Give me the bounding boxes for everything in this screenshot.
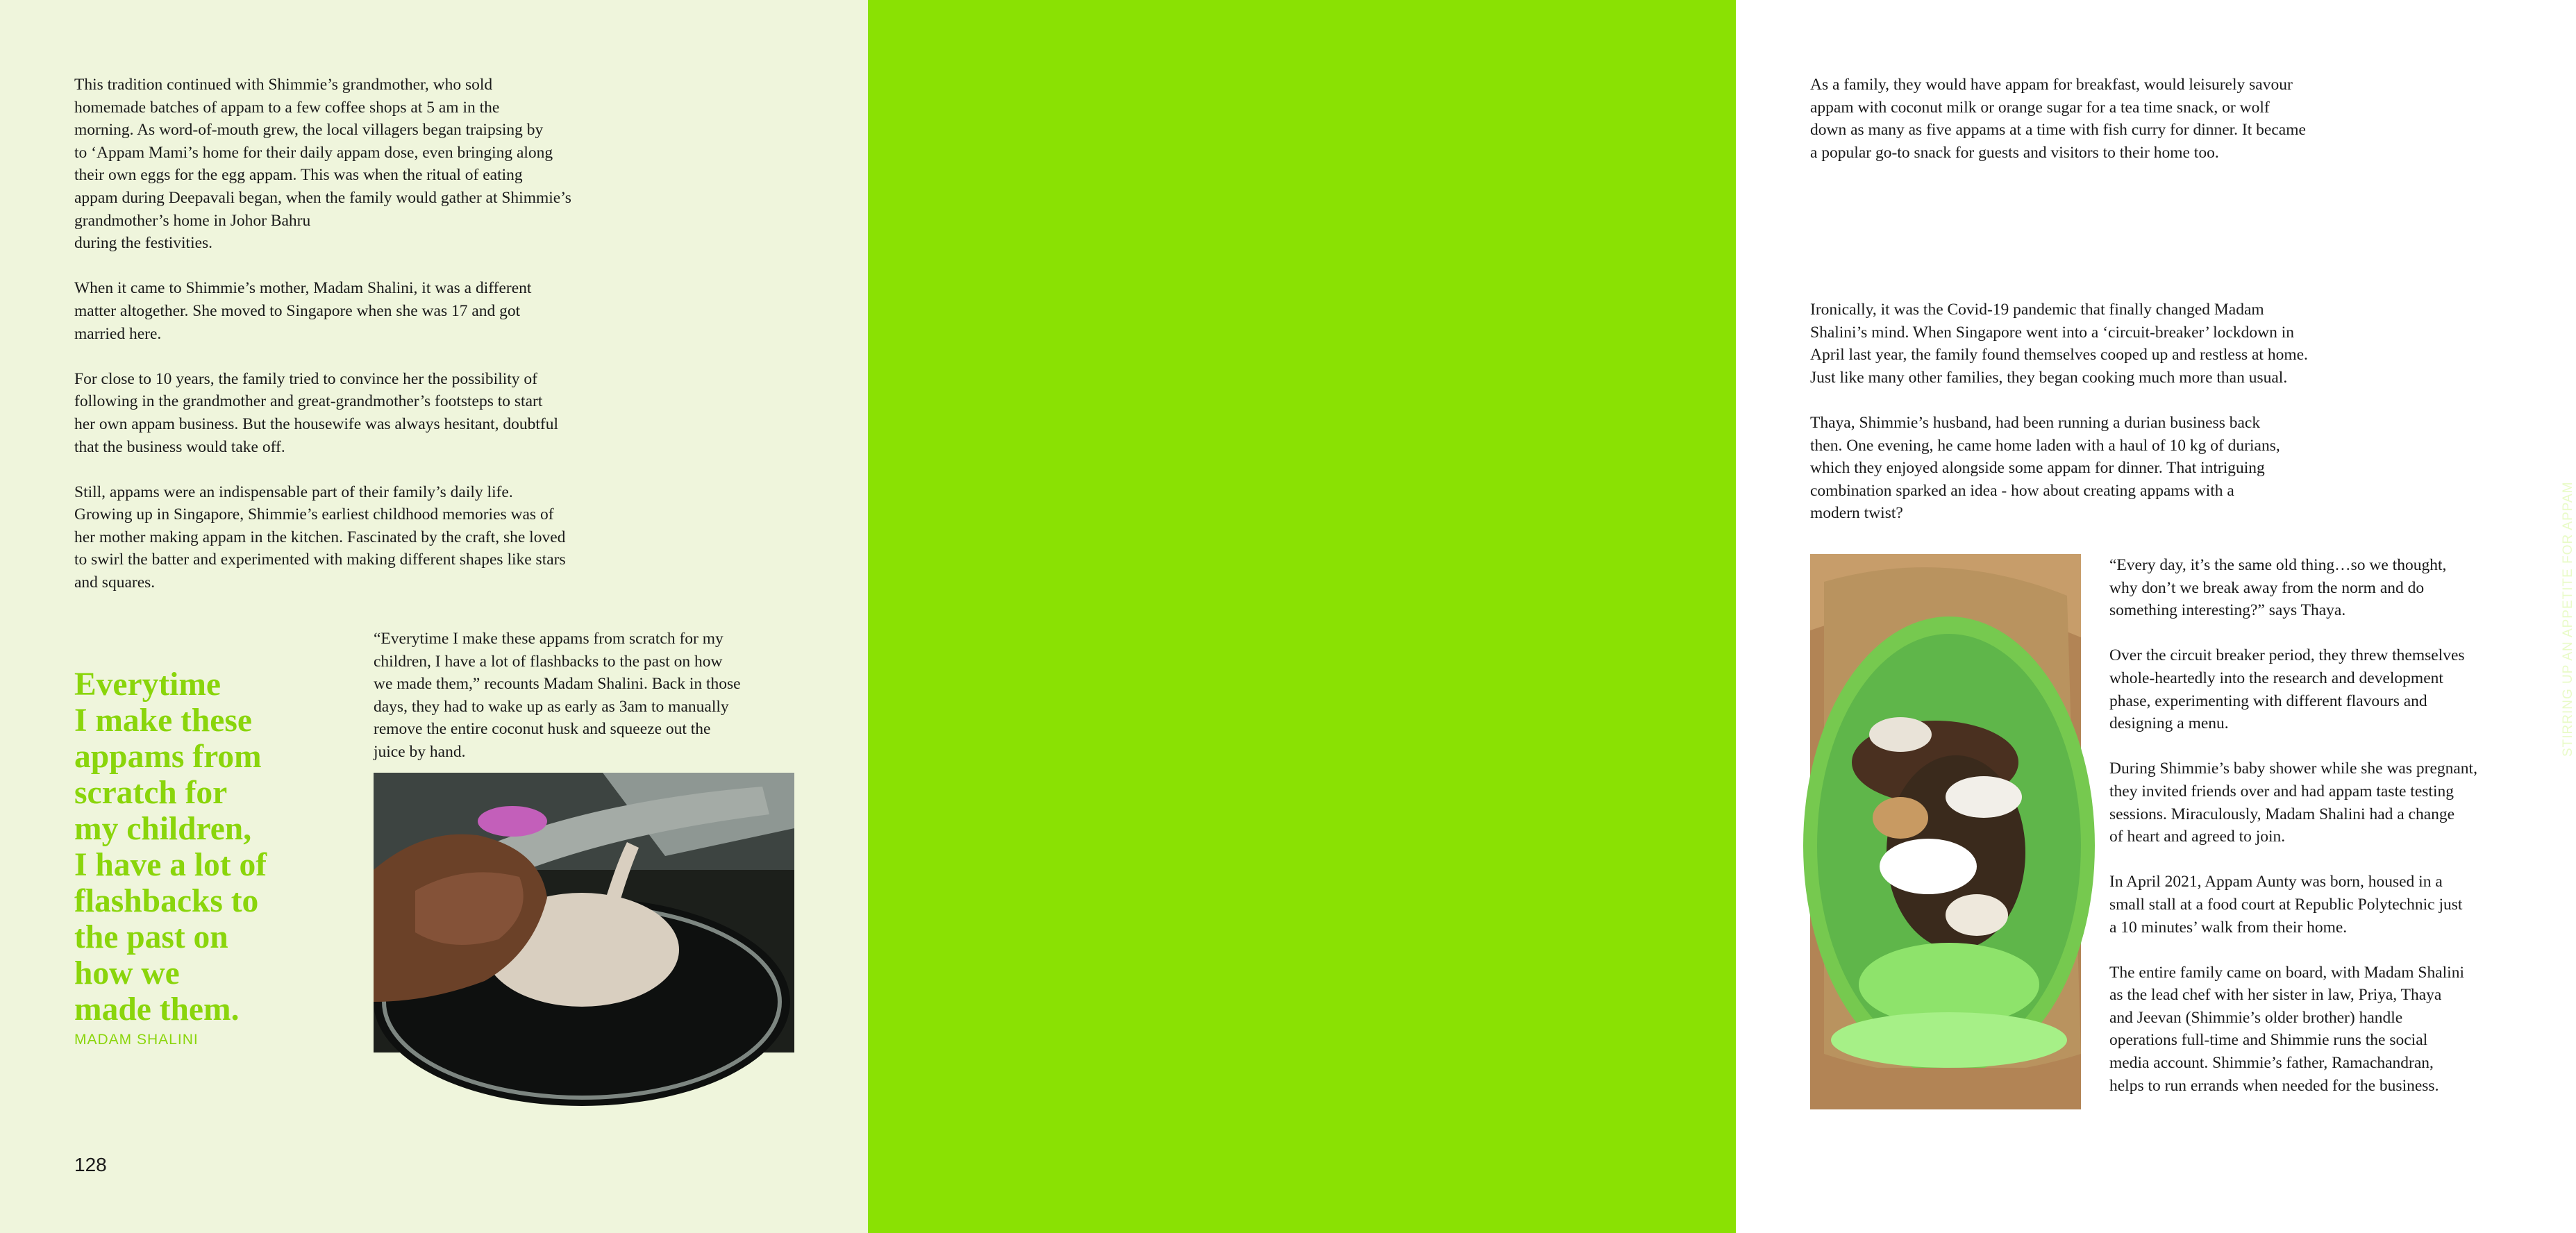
right-paragraph: During Shimmie’s baby shower while she was pregnant, they invited friends over and had appam taste testing sessions. Miraculously, Madam Shalini had a change of heart and agreed to join.: [2109, 760, 2477, 846]
right-paragraph: The entire family came on board, with Madam Shalini as the lead chef with her sister in law, Priya, Thaya and Jeevan (Shimmie’s older brother) handle operations full-time and Shimmie runs the social media account. Shimmie’s father, Ramachandran, helps to run errands when needed for the business.: [2109, 963, 2464, 1095]
left-body-column: [74, 74, 658, 594]
pull-quote-attribution: MADAM SHALINI: [74, 1032, 199, 1048]
right-mid-column: [1810, 299, 2386, 525]
running-header: STIRRING UP AN APPETITE FOR APPAM: [2561, 481, 2575, 757]
right-paragraph: In April 2021, Appam Aunty was born, housed in a small stall at a food court at Republic Polytechnic just a 10 minutes’ walk from their home.: [2109, 873, 2463, 937]
left-paragraph: Still, appams were an indispensable part of their family’s daily life. Growing up in Singapore, Shimmie’s earliest childhood memories was of her mother making appam in the kitchen. Fascinated by the craft, she loved to swirl the batter and experimented with making different shapes like stars and squares.: [74, 483, 566, 592]
right-paragraph: “Every day, it’s the same old thing…so we thought, why don’t we break away from the norm and do something interesting?” says Thaya.: [2109, 556, 2447, 620]
batter-pan-photo: [374, 773, 794, 1052]
left-paragraph: When it came to Shimmie’s mother, Madam Shalini, it was a different matter altogether. She moved to Singapore when she was 17 and got married here.: [74, 279, 532, 343]
quote-column: [374, 628, 797, 764]
right-second-column: [2109, 554, 2540, 1097]
right-paragraph: Over the circuit breaker period, they threw themselves whole-heartedly into the research and development phase, experimenting with different flavours and designing a menu.: [2109, 646, 2465, 733]
left-page: [0, 0, 868, 1233]
right-intro: [1810, 74, 2386, 164]
right-page: [868, 0, 2575, 1233]
left-paragraph: This tradition continued with Shimmie’s grandmother, who sold homemade batches of appam to a few coffee shops at 5 am in the morning. As word-of-mouth grew, the local villagers began traipsing by to ‘Appam Mami’s home for their daily appam dose, even bringing along their own eggs for the egg appam. This was when the ritual of eating appam during Deepavali began, when the family would gather at Shimmie’s grandmother’s home in Johor Bahru during the festivities.: [74, 76, 571, 253]
section-heading: Pandemic times: [1810, 235, 1951, 310]
intro-paragraph: As a family, they would have appam for breakfast, would leisurely savour appam with coconut milk or orange sugar for a tea time snack, or wolf down as many as five appams at a time with fish curry for dinner. It became a popular go-to snack for guests and visitors to their home too.: [1810, 76, 2306, 162]
right-paragraph: Thaya, Shimmie’s husband, had been running a durian business back then. One evening, he came home laden with a haul of 10 kg of durians, which they enjoyed alongside some appam for dinner. That intriguing combination sparked an idea - how about creating appams with a modern twist?: [1810, 413, 2280, 523]
green-appam-photo: [1810, 554, 2081, 1109]
quote-paragraph: “Everytime I make these appams from scratch for my children, I have a lot of flashbacks to the past on how we made them,” recounts Madam Shalini. Back in those days, they had to wake up as early as 3am to manually remove the entire coconut husk and squeeze out the juice by hand.: [374, 630, 741, 761]
left-paragraph: For close to 10 years, the family tried to convince her the possibility of following in the grandmother and great-grandmother’s footsteps to start her own appam business. But the housewife was always hesitant, doubtful that the business would take off.: [74, 369, 559, 456]
pull-quote: Everytime I make these appams from scratch for my children, I have a lot of flashbacks to the past on how we made them.: [74, 666, 267, 1028]
right-paragraph: Ironically, it was the Covid-19 pandemic that finally changed Madam Shalini’s mind. When Singapore went into a ‘circuit-breaker’ lockdown in April last year, the family found themselves cooped up and restless at home. Just like many other families, they began cooking much more than usual.: [1810, 301, 2308, 387]
page-number: 128: [74, 1154, 107, 1175]
